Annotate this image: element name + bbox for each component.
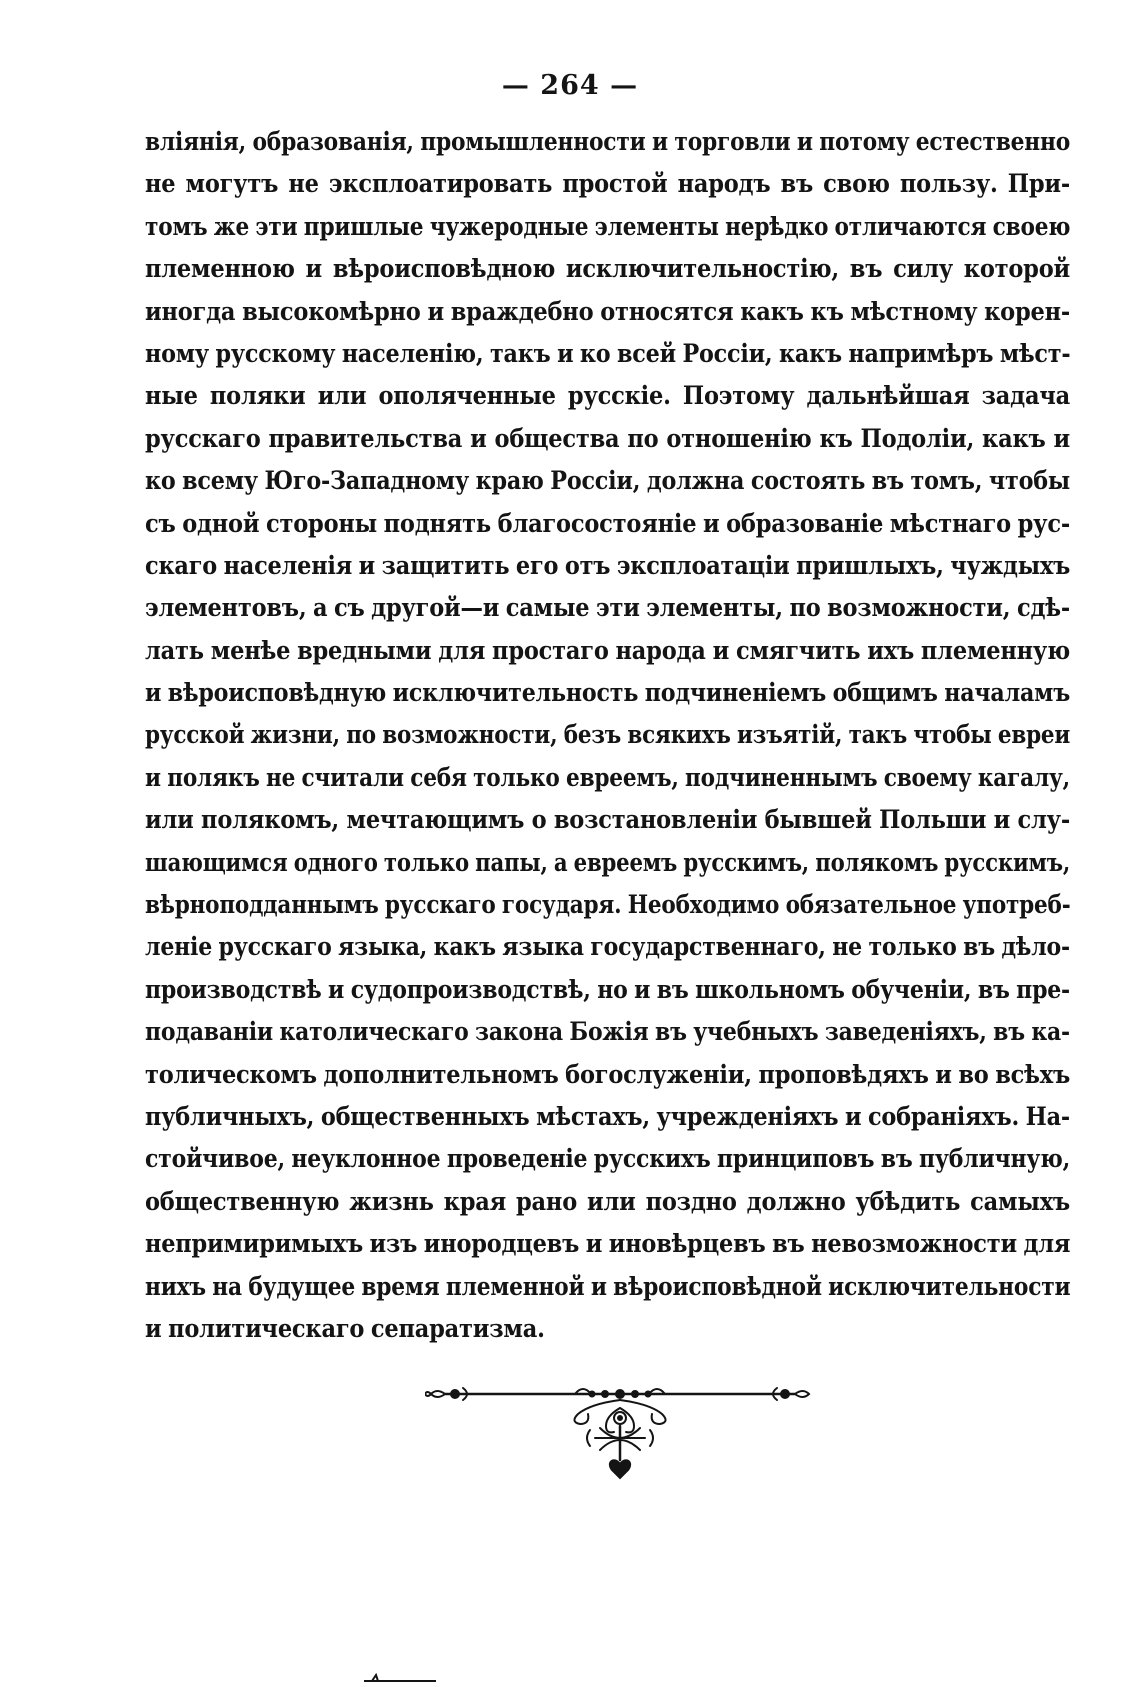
text-line: лать менѣе вредными для простаго народа и смягчить ихъ племенную xyxy=(145,635,1070,665)
text-line: непримиримыхъ изъ инородцевъ и иновѣрцевъ въ невозможности для xyxy=(145,1229,1071,1259)
text-line: съ одной стороны поднять благосостояніе и образованіе мѣстнаго рус- xyxy=(145,508,1070,538)
text-line: и вѣроисповѣдную исключительность подчиненіемъ общимъ началамъ xyxy=(145,678,1071,708)
text-line: не могутъ не эксплоатировать простой народъ въ свою пользу. При- xyxy=(145,169,1070,199)
text-line: племенною и вѣроисповѣдною исключительностію, въ силу которой xyxy=(145,254,1070,284)
print-mark xyxy=(360,1668,440,1678)
text-line: иногда высокомѣрно и враждебно относятся какъ къ мѣстному корен- xyxy=(145,296,1070,326)
text-line: толическомъ дополнительномъ богослуженіи, проповѣдяхъ и во всѣхъ xyxy=(145,1059,1071,1089)
text-line: томъ же эти пришлые чужеродные элементы нерѣдко отличаются своею xyxy=(145,211,1071,241)
text-line: ному русскому населенію, такъ и ко всей Россіи, какъ напримѣръ мѣст- xyxy=(145,338,1071,368)
text-line: нихъ на будущее время племенной и вѣроисповѣдной исключительности xyxy=(145,1271,1071,1301)
text-line: русской жизни, по возможности, безъ всякихъ изъятій, такъ чтобы евреи xyxy=(145,720,1071,750)
text-line: ные поляки или ополяченные русскіе. Поэтому дальнѣйшая задача xyxy=(145,381,1070,411)
text-line: и полякъ не считали себя только евреемъ, подчиненнымъ своему кагалу, xyxy=(145,762,1070,792)
text-line: русскаго правительства и общества по отношенію къ Подоліи, какъ и xyxy=(145,423,1070,453)
text-line: подаваніи католическаго закона Божія въ учебныхъ заведеніяхъ, въ ка- xyxy=(145,1017,1070,1047)
text-line: вѣрноподданнымъ русскаго государя. Необходимо обязательное употреб- xyxy=(145,890,1071,920)
text-line: общественную жизнь края рано или поздно должно убѣдить самыхъ xyxy=(145,1186,1070,1216)
page-number: — 264 — xyxy=(501,70,639,101)
text-line: леніе русскаго языка, какъ языка государственнаго, не только въ дѣло- xyxy=(145,932,1070,962)
text-line: вліянія, образованія, промышленности и торговли и потому естественно xyxy=(145,127,1071,156)
ornamental-tailpiece-icon xyxy=(425,1378,815,1498)
text-line: или полякомъ, мечтающимъ о возстановленіи бывшей Польши и слу- xyxy=(145,805,1070,835)
text-line: и политическаго сепаратизма. xyxy=(145,1313,545,1343)
text-line: ко всему Юго-Западному краю Россіи, должна состоять въ томъ, чтобы xyxy=(145,466,1070,496)
text-line: стойчивое, неуклонное проведеніе русскихъ принциповъ въ публичную, xyxy=(145,1144,1071,1174)
text-line: скаго населенія и защитить его отъ эксплоатаціи пришлыхъ, чуждыхъ xyxy=(145,550,1071,580)
text-line: элементовъ, а съ другой—и самые эти элементы, по возможности, сдѣ- xyxy=(145,593,1070,623)
body-text xyxy=(145,121,1070,1350)
text-line: шающимся одного только папы, а евреемъ русскимъ, полякомъ русскимъ, xyxy=(145,847,1071,877)
text-line: публичныхъ, общественныхъ мѣстахъ, учрежденіяхъ и собраніяхъ. На- xyxy=(145,1101,1070,1131)
text-line: производствѣ и судопроизводствѣ, но и въ школьномъ обученіи, въ пре- xyxy=(145,974,1070,1004)
